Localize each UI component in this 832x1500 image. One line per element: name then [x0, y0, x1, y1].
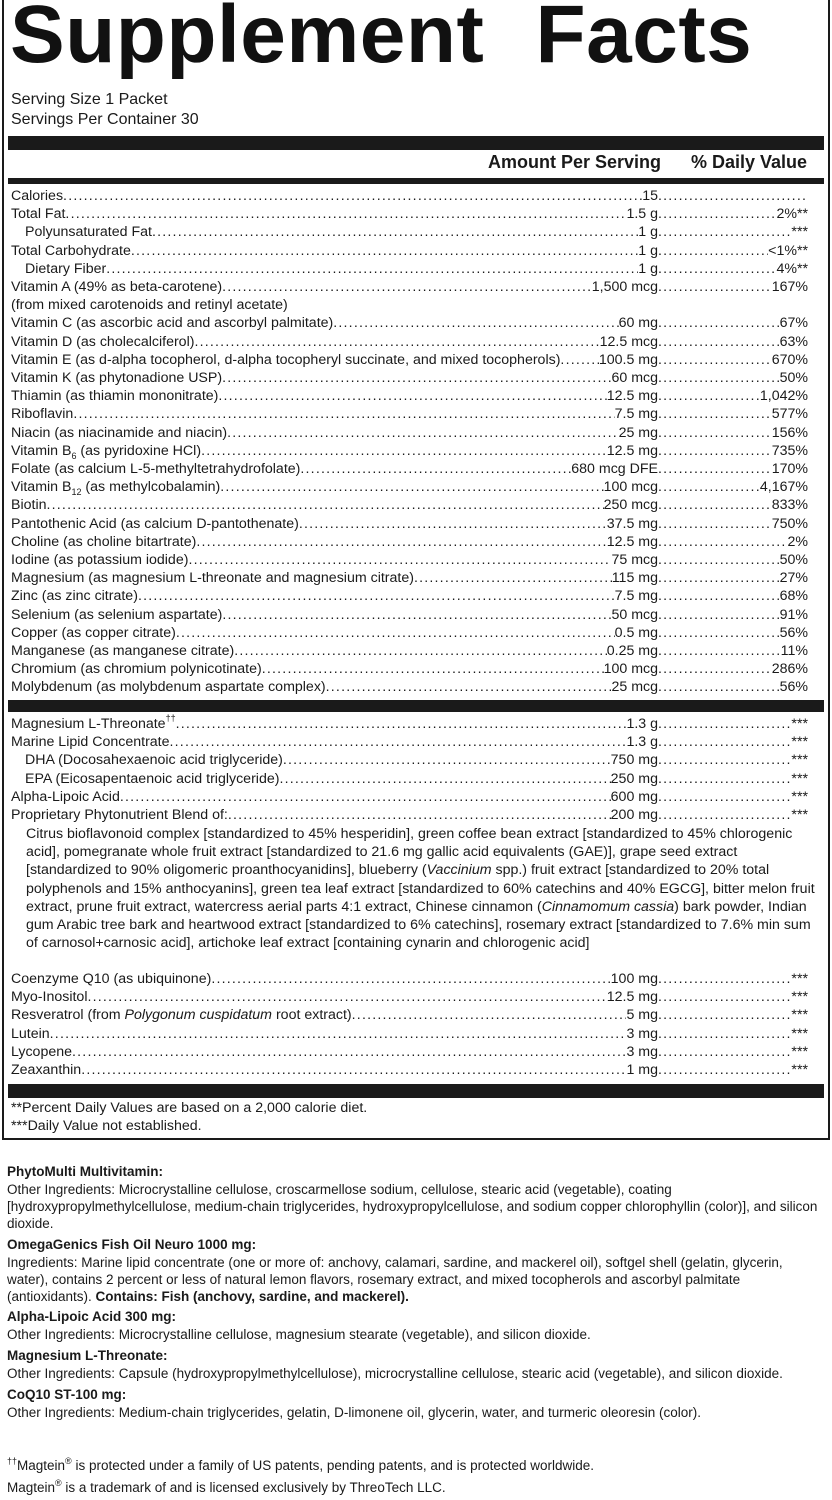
footnote-trademark: Magtein® is a trademark of and is licensed exclusively by ThreoTech LLC.	[7, 1477, 446, 1495]
leader-dots	[658, 387, 760, 405]
nutrient-row	[11, 788, 808, 806]
nutrient-amount: 37.5 mg	[606, 515, 658, 532]
nutrient-amount: 1 g	[638, 242, 658, 259]
blend-description: Citrus bioflavonoid complex [standardized to 45% hesperidin], green coffee bean extract [standardized to 45% chlorogenic acid], pomegranate whole fruit extract [standardized to 21.6 mg gallic acid equivalents (GAE)], grape seed extract [standardized to 90% oligomeric proanthocyanidins], blueberry (Vaccinium spp.) fruit extract [standardized to 20% total polyphenols and 15% anthocyanins], green tea leaf extract [standardized to 60% catechins and 40% EGCG], bitter melon fruit extract, prune fruit extract, watercress aerial parts 4:1 extract, Chinese cinnamon (Cinnamomum cassia) bark powder, Indian gum Arabic tree bark and heartwood extract [standardized to 6% catechins], rosemary extract [standardized to 7.6% min sum of carnosol+carnosic acid], artichoke leaf extract [containing cynarin and chlorogenic acid]	[26, 826, 815, 952]
leader-dots	[222, 606, 611, 624]
leader-dots	[658, 260, 776, 278]
nutrient-amount: 60 mcg	[611, 370, 658, 386]
leader-dots	[658, 770, 791, 788]
nutrient-daily-value: 50%	[779, 370, 808, 386]
nutrient-amount: 680 mcg DFE	[571, 461, 658, 477]
nutrient-row	[11, 533, 808, 551]
leader-dots	[658, 715, 791, 733]
leader-dots	[65, 205, 626, 223]
section-divider	[8, 700, 824, 712]
leader-dots	[658, 1006, 791, 1024]
nutrient-label: Chromium (as chromium polynicotinate)	[11, 661, 262, 678]
leader-dots	[138, 587, 615, 605]
nutrient-daily-value: 91%	[779, 606, 808, 623]
nutrient-amount: 12.5 mg	[606, 533, 658, 550]
nutrient-row	[11, 606, 808, 624]
leader-dots	[227, 424, 618, 442]
nutrient-daily-value: 63%	[779, 333, 808, 350]
leader-dots	[658, 405, 772, 423]
nutrient-amount: 1.3 g	[626, 734, 658, 751]
nutrient-amount: 100 mcg	[603, 661, 658, 678]
nutrient-daily-value: 11%	[780, 643, 808, 659]
nutrient-row	[11, 478, 808, 496]
daily-value-note: **Percent Daily Values are based on a 2,000 calorie diet.	[11, 1100, 368, 1116]
nutrient-row	[11, 369, 808, 387]
nutrient-row	[11, 715, 808, 733]
leader-dots	[658, 351, 772, 369]
nutrient-amount: 1.5 g	[626, 206, 658, 223]
nutrient-row	[11, 587, 808, 605]
nutrient-label: Riboflavin	[11, 406, 74, 423]
nutrient-row	[11, 624, 808, 642]
leader-dots	[658, 1061, 791, 1079]
leader-dots	[194, 333, 599, 351]
not-established-note: ***Daily Value not established.	[11, 1118, 202, 1134]
nutrient-daily-value: 2%	[787, 533, 808, 550]
nutrient-amount: 15	[642, 188, 658, 204]
nutrient-daily-value: 50%	[779, 552, 808, 568]
nutrient-daily-value: ***	[791, 1025, 808, 1042]
bottom-divider	[8, 1084, 824, 1098]
leader-dots	[658, 314, 780, 332]
leader-dots	[658, 424, 772, 442]
nutrient-row	[11, 223, 808, 241]
nutrient-daily-value: ***	[791, 734, 808, 751]
nutrient-row	[11, 387, 808, 405]
nutrient-row	[11, 515, 808, 533]
nutrient-label: Resveratrol (from Polygonum cuspidatum root extract)	[11, 1007, 352, 1024]
leader-dots	[658, 205, 776, 223]
leader-dots	[279, 770, 610, 788]
nutrient-amount: 12.5 mg	[606, 388, 658, 405]
leader-dots	[47, 496, 604, 514]
nutrient-row	[11, 424, 808, 442]
nutrient-label: Vitamin $B_{12}$ (as methylcobalamin)	[11, 479, 221, 498]
nutrient-label: Lycopene	[11, 1043, 73, 1060]
nutrient-row	[11, 333, 808, 351]
nutrient-label: DHA (Docosahexaenoic acid triglyceride)	[25, 752, 283, 769]
nutrient-daily-value: 577%	[771, 406, 808, 423]
ingredient-text: Ingredients: Marine lipid concentrate (one or more of: anchovy, calamari, sardine, and mackerel oil), softgel shell (gelatin, glycerin, water), contains 2 percent or less of natural lemon flavors, rosemary extract, and mixed tocopherols and ascorbyl palmitate (antioxidants). Contains: Fish (anchovy, sardine, and mackerel).	[7, 1255, 783, 1304]
leader-dots	[283, 751, 611, 769]
nutrient-label: Magnesium L-Threonate††	[11, 713, 176, 732]
nutrient-label: Thiamin (as thiamin mononitrate)	[11, 388, 219, 405]
nutrient-amount: 100 mcg	[603, 479, 658, 496]
nutrient-row	[11, 569, 808, 587]
leader-dots	[50, 1025, 627, 1043]
leader-dots	[152, 223, 638, 241]
nutrient-label: Polyunsaturated Fat	[25, 224, 152, 241]
nutrient-amount: 115 mg	[611, 570, 658, 587]
leader-dots	[658, 751, 791, 769]
daily-value-header: % Daily Value	[691, 152, 808, 172]
leader-dots	[63, 187, 642, 205]
nutrient-amount: 75 mcg	[611, 552, 658, 568]
nutrient-row	[11, 733, 808, 751]
nutrient-daily-value: 735%	[771, 442, 808, 459]
nutrient-label: Myo-Inositol	[11, 989, 88, 1006]
leader-dots	[658, 988, 791, 1006]
nutrient-label: Lutein	[11, 1025, 50, 1042]
nutrient-amount: 5 mg	[626, 1007, 658, 1024]
nutrient-row	[11, 351, 808, 369]
nutrient-row	[11, 806, 808, 824]
ingredient-heading: CoQ10 ST-100 mg:	[7, 1387, 127, 1402]
nutrient-daily-value: 56%	[779, 624, 808, 641]
nutrient-row	[11, 1025, 808, 1043]
header-divider	[8, 178, 824, 184]
nutrient-row	[11, 496, 808, 514]
ingredient-heading: PhytoMulti Multivitamin:	[7, 1164, 163, 1179]
nutrient-amount: 3 mg	[626, 1043, 658, 1060]
leader-dots	[228, 806, 611, 824]
amount-header: Amount Per Serving	[488, 152, 662, 172]
nutrient-row	[11, 460, 808, 478]
nutrient-amount: 12.5 mg	[606, 989, 658, 1006]
nutrient-amount: 12.5 mcg	[599, 333, 658, 350]
nutrient-label: EPA (Eicosapentaenoic acid triglyceride)	[25, 770, 280, 787]
nutrient-amount: 250 mg	[610, 770, 658, 787]
nutrient-label: Zeaxanthin	[11, 1062, 82, 1078]
leader-dots	[170, 733, 627, 751]
nutrient-label: Dietary Fiber	[25, 260, 107, 277]
nutrient-label: Magnesium (as magnesium L-threonate and magnesium citrate)	[11, 570, 414, 587]
nutrient-daily-value: ***	[791, 1043, 808, 1060]
nutrient-amount: 0.25 mg	[606, 643, 658, 659]
nutrient-row	[11, 970, 808, 988]
nutrient-label: Proprietary Phytonutrient Blend of:	[11, 807, 228, 823]
nutrient-daily-value: 27%	[779, 570, 808, 587]
nutrient-label: Vitamin C (as ascorbic acid and ascorbyl palmitate)	[11, 315, 334, 332]
leader-dots	[658, 460, 772, 478]
nutrient-label: Selenium (as selenium aspartate)	[11, 606, 223, 623]
nutrient-label: Manganese (as manganese citrate)	[11, 643, 235, 659]
nutrient-daily-value: 167%	[771, 279, 808, 295]
leader-dots	[352, 1006, 627, 1024]
nutrient-daily-value: 67%	[779, 315, 808, 332]
nutrient-row	[11, 187, 808, 205]
nutrient-row	[11, 405, 808, 423]
nutrient-daily-value: ***	[791, 971, 808, 987]
thick-divider	[8, 136, 824, 150]
nutrient-daily-value: ***	[791, 770, 808, 787]
leader-dots	[220, 478, 603, 496]
nutrient-daily-value: ***	[791, 788, 808, 805]
leader-dots	[72, 1043, 626, 1061]
leader-dots	[658, 515, 772, 533]
leader-dots	[176, 624, 615, 642]
nutrient-daily-value: 4,167%	[759, 479, 808, 496]
nutrient-label: Vitamin $B_6$ (as pyridoxine HCl)	[11, 442, 202, 461]
nutrient-amount: 1 g	[638, 260, 658, 277]
servings-per-container: Servings Per Container 30	[11, 111, 199, 128]
nutrient-amount: 750 mg	[610, 752, 658, 769]
nutrient-label: Zinc (as zinc citrate)	[11, 588, 138, 605]
leader-dots	[560, 351, 598, 369]
leader-dots	[658, 624, 780, 642]
nutrient-label: (from mixed carotenoids and retinyl acetate)	[11, 297, 288, 314]
leader-dots	[262, 660, 604, 678]
nutrient-row	[11, 278, 808, 296]
nutrient-row	[11, 314, 808, 332]
leader-dots	[218, 387, 606, 405]
nutrient-amount: 600 mg	[610, 788, 658, 805]
panel-title: Supplement Facts	[10, 0, 753, 80]
nutrient-row	[11, 242, 808, 260]
nutrient-label: Molybdenum (as molybdenum aspartate complex)	[11, 679, 326, 696]
nutrient-daily-value: 750%	[771, 515, 808, 532]
nutrient-label: Copper (as copper citrate)	[11, 624, 176, 641]
nutrient-label: Total Carbohydrate	[11, 242, 131, 259]
nutrient-amount: 0.5 mg	[614, 624, 658, 641]
nutrient-daily-value: ***	[791, 1007, 808, 1024]
leader-dots	[211, 970, 610, 988]
leader-dots	[658, 660, 772, 678]
supplement-facts-panel	[2, 0, 830, 1140]
leader-dots	[87, 988, 606, 1006]
nutrient-amount: 1 mg	[626, 1062, 658, 1078]
leader-dots	[414, 569, 612, 587]
nutrient-amount: 200 mg	[610, 807, 658, 823]
leader-dots	[658, 970, 791, 988]
leader-dots	[658, 478, 760, 496]
leader-dots	[658, 223, 791, 241]
leader-dots	[658, 1043, 791, 1061]
nutrient-row	[11, 770, 808, 788]
nutrient-label: Vitamin E (as d-alpha tocopherol, d-alpha tocopheryl succinate, and mixed tocopherols)	[11, 351, 561, 368]
leader-dots	[131, 242, 638, 260]
nutrient-daily-value: ***	[791, 752, 808, 769]
ingredient-text: Other Ingredients: Capsule (hydroxypropylmethylcellulose), microcrystalline cellulose, stearic acid (vegetable), and silicon dioxide.	[7, 1366, 783, 1381]
nutrient-label: Total Fat	[11, 206, 66, 223]
nutrient-label: Vitamin K (as phytonadione USP)	[11, 370, 223, 386]
nutrient-amount: 50 mcg	[611, 606, 658, 623]
nutrient-label: Biotin	[11, 497, 47, 514]
leader-dots	[658, 442, 772, 460]
nutrient-amount: 60 mg	[618, 315, 658, 332]
nutrient-amount: 3 mg	[626, 1025, 658, 1042]
nutrient-amount: 1,500 mcg	[591, 279, 658, 295]
leader-dots	[106, 260, 638, 278]
nutrient-daily-value: <1%**	[768, 242, 808, 259]
nutrient-daily-value: 170%	[771, 461, 808, 477]
nutrient-amount: 250 mcg	[603, 497, 658, 514]
leader-dots	[300, 460, 571, 478]
nutrient-label: Vitamin A (49% as beta-carotene)	[11, 279, 223, 295]
nutrient-amount: 12.5 mg	[606, 442, 658, 459]
leader-dots	[658, 496, 772, 514]
nutrient-row	[11, 296, 811, 314]
nutrient-row	[11, 1043, 808, 1061]
nutrient-amount: 1 g	[638, 224, 658, 241]
nutrient-daily-value: 2%**	[776, 206, 808, 223]
nutrient-daily-value: 670%	[771, 351, 808, 368]
nutrient-label: Niacin (as niacinamide and niacin)	[11, 424, 228, 441]
leader-dots	[658, 1025, 791, 1043]
nutrient-row	[11, 642, 808, 660]
leader-dots	[73, 405, 614, 423]
nutrient-row	[11, 551, 808, 569]
nutrient-daily-value: ***	[791, 224, 808, 241]
nutrient-amount: 100 mg	[610, 971, 658, 987]
footnote-patent: ††Magtein® is protected under a family of US patents, pending patents, and is protected worldwide.	[7, 1455, 594, 1473]
nutrient-row	[11, 1006, 808, 1024]
leader-dots	[658, 551, 780, 569]
leader-dots	[658, 733, 791, 751]
leader-dots	[222, 278, 592, 296]
leader-dots	[658, 806, 791, 824]
leader-dots	[120, 788, 611, 806]
leader-dots	[222, 369, 611, 387]
nutrient-row	[11, 678, 808, 696]
leader-dots	[658, 569, 780, 587]
nutrient-daily-value: 68%	[779, 588, 808, 605]
nutrient-daily-value: 4%**	[776, 260, 808, 277]
leader-dots	[658, 187, 808, 205]
leader-dots	[658, 333, 780, 351]
nutrient-daily-value: ***	[791, 807, 808, 823]
leader-dots	[234, 642, 607, 660]
nutrient-amount: 7.5 mg	[614, 588, 658, 605]
nutrient-row	[11, 751, 808, 769]
leader-dots	[658, 678, 780, 696]
nutrient-label: Coenzyme Q10 (as ubiquinone)	[11, 971, 212, 987]
nutrient-daily-value: 1,042%	[759, 388, 808, 405]
leader-dots	[658, 788, 791, 806]
serving-size: Serving Size 1 Packet	[11, 91, 168, 108]
ingredient-heading: Alpha-Lipoic Acid 300 mg:	[7, 1309, 177, 1324]
leader-dots	[658, 278, 772, 296]
nutrient-daily-value: 156%	[771, 424, 808, 441]
nutrient-daily-value: ***	[791, 1062, 808, 1078]
nutrient-row	[11, 260, 808, 278]
leader-dots	[658, 242, 768, 260]
nutrient-amount: 25 mcg	[611, 679, 658, 696]
nutrient-row	[11, 988, 808, 1006]
nutrient-label: Alpha-Lipoic Acid	[11, 788, 120, 805]
nutrient-label: Calories	[11, 188, 64, 204]
nutrient-label: Choline (as choline bitartrate)	[11, 533, 197, 550]
nutrient-daily-value: ***	[791, 989, 808, 1006]
nutrient-label: Marine Lipid Concentrate	[11, 734, 170, 751]
nutrient-daily-value: ***	[791, 716, 808, 732]
ingredient-text: Other Ingredients: Microcrystalline cellulose, magnesium stearate (vegetable), and silicon dioxide.	[7, 1327, 591, 1342]
leader-dots	[658, 606, 780, 624]
leader-dots	[81, 1061, 626, 1079]
nutrient-row	[11, 205, 808, 223]
leader-dots	[299, 515, 607, 533]
ingredient-text: Other Ingredients: Medium-chain triglycerides, gelatin, D-limonene oil, glycerin, water, and turmeric oleoresin (color).	[7, 1405, 702, 1420]
leader-dots	[201, 442, 607, 460]
leader-dots	[658, 587, 780, 605]
nutrient-amount: 100.5 mg	[598, 351, 658, 368]
nutrient-daily-value: 286%	[771, 661, 808, 678]
leader-dots	[658, 642, 781, 660]
nutrient-label: Pantothenic Acid (as calcium D-pantothenate)	[11, 515, 299, 532]
nutrient-daily-value: 56%	[779, 679, 808, 696]
nutrient-amount: 1.3 g	[626, 716, 658, 732]
leader-dots	[188, 551, 611, 569]
nutrient-amount: 7.5 mg	[614, 406, 658, 423]
leader-dots	[658, 369, 780, 387]
leader-dots	[326, 678, 612, 696]
nutrient-row	[11, 1061, 808, 1079]
nutrient-row	[11, 660, 808, 678]
leader-dots	[176, 715, 627, 733]
nutrient-label: Iodine (as potassium iodide)	[11, 552, 189, 568]
nutrient-label: Vitamin D (as cholecalciferol)	[11, 333, 195, 350]
leader-dots	[333, 314, 618, 332]
leader-dots	[658, 533, 787, 551]
nutrient-label: Folate (as calcium L-5-methyltetrahydrofolate)	[11, 461, 301, 477]
leader-dots	[196, 533, 606, 551]
nutrient-row	[11, 442, 808, 460]
ingredient-heading: Magnesium L-Threonate:	[7, 1348, 168, 1363]
ingredient-text: Other Ingredients: Microcrystalline cellulose, croscarmellose sodium, cellulose, stearic acid (vegetable), coating [hydroxypropylmethylcellulose, medium-chain triglycerides, hydroxypropylcellulose, and sodium copper chlorophyllin (color)], and silicon dioxide.	[7, 1182, 818, 1231]
ingredient-heading: OmegaGenics Fish Oil Neuro 1000 mg:	[7, 1237, 257, 1252]
nutrient-amount: 25 mg	[618, 424, 658, 441]
nutrient-daily-value: 833%	[771, 497, 808, 514]
